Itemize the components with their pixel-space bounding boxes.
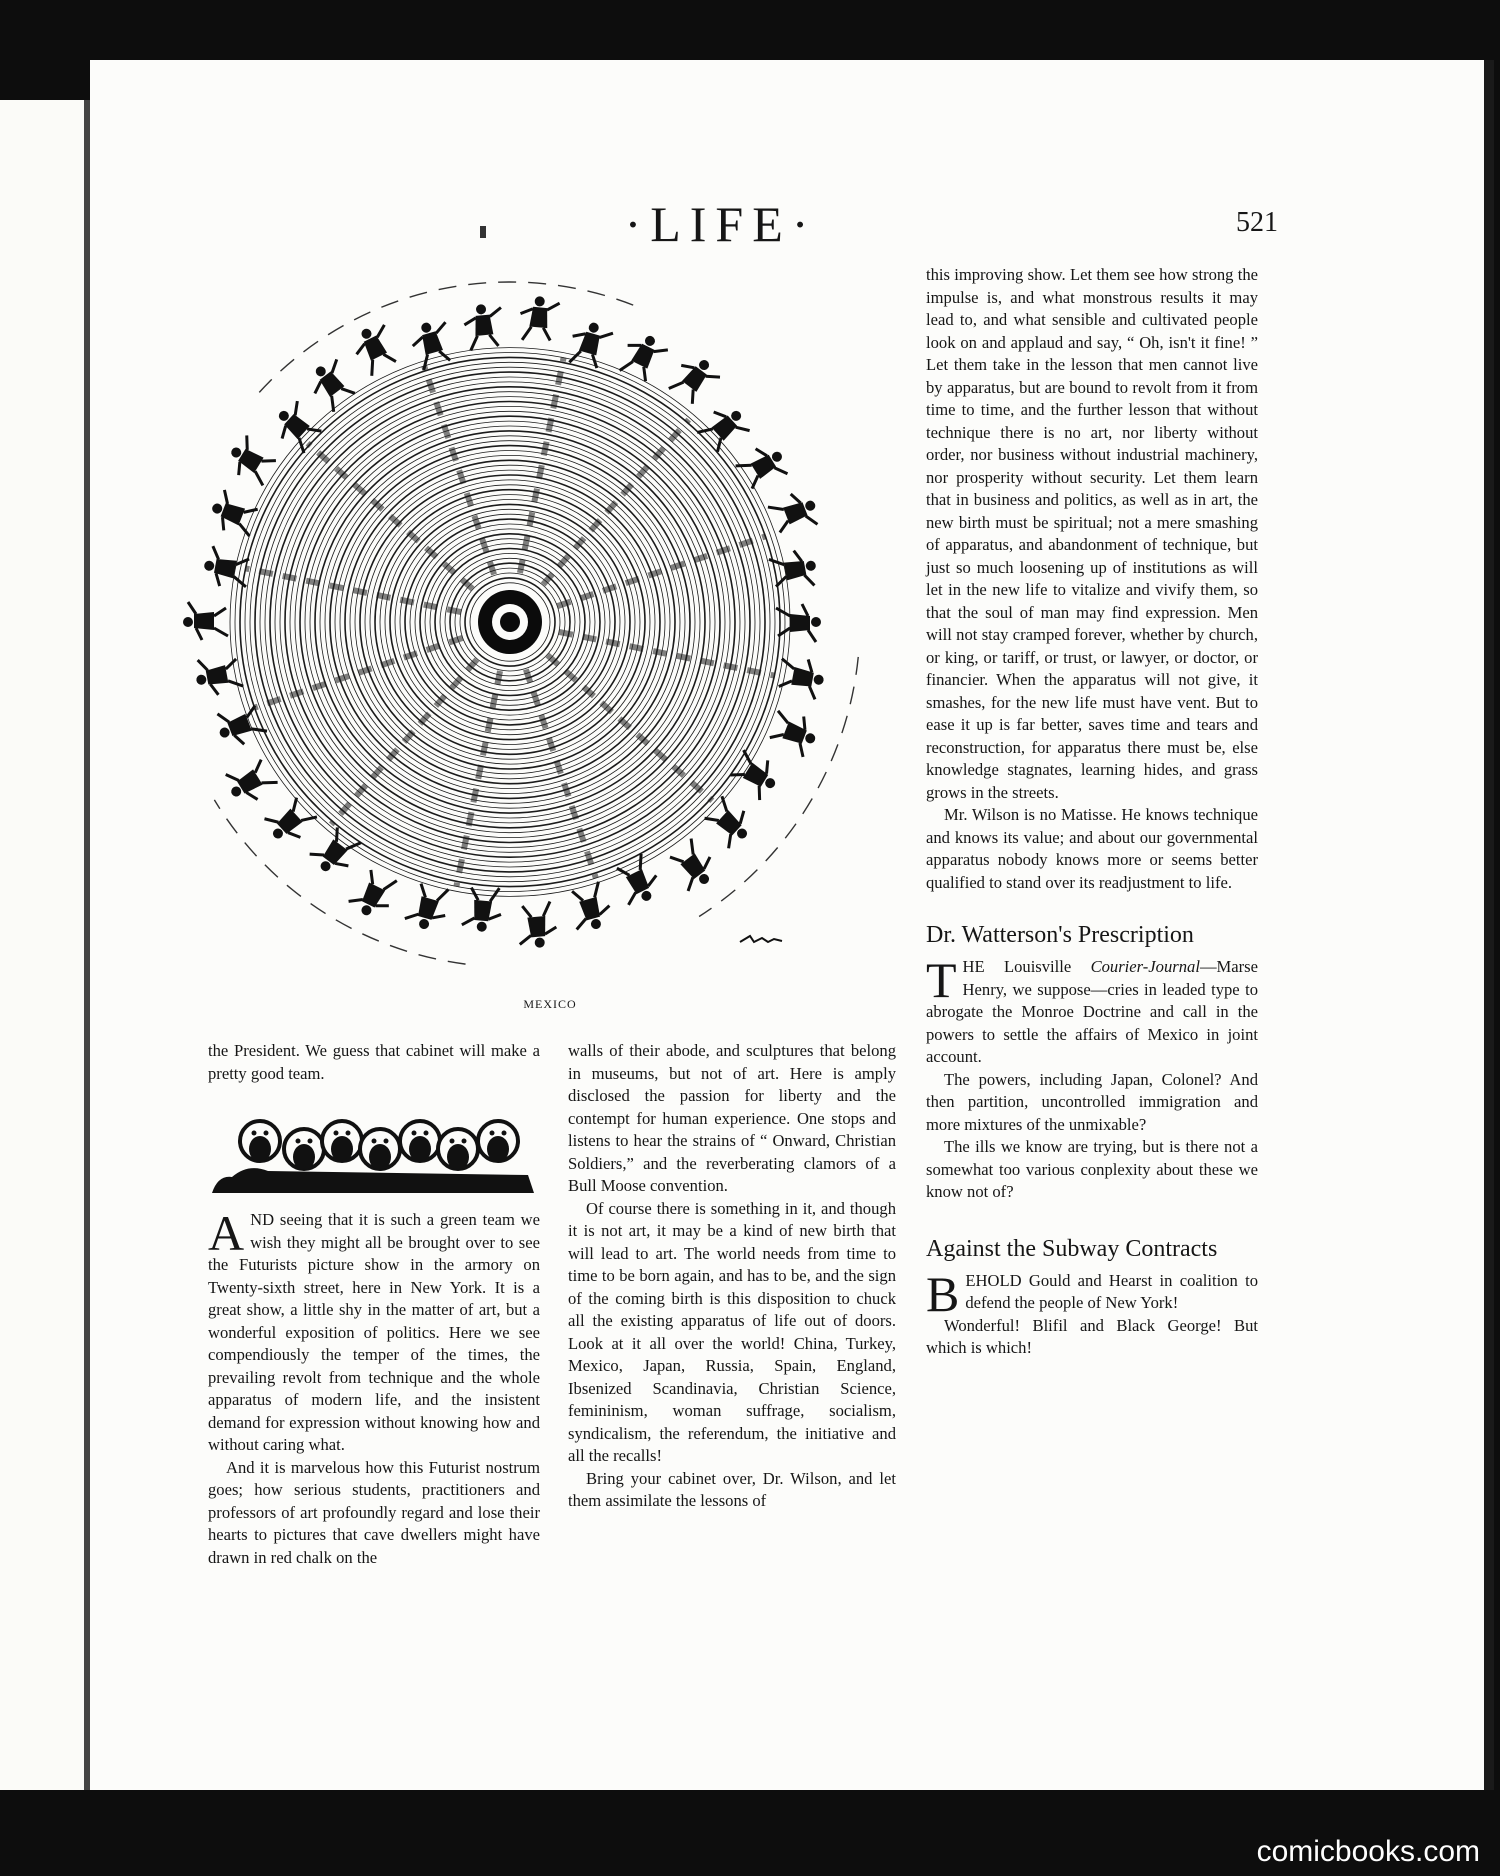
article-2-body: EHOLD Gould and Hearst in coalition to defend the people of New York! — [965, 1270, 1258, 1312]
column-2-paragraph-3: Bring your cabinet over, Dr. Wilson, and let them assimilate the lessons of — [568, 1468, 896, 1510]
article-1-publication: Courier-Journal — [1090, 957, 1200, 976]
column-2-paragraph-1: walls of their abode, and sculptures that belong in museums, but not of art. Here is amply disclosed the passion for liberty and the contempt for human experience. One stops and listens to hear the strains of “ Onward, Christian Soldiers,” and the reverberating clamors of a Bull Moose convention. — [568, 1041, 896, 1195]
column-1-paragraph-1: ND seeing that it is such a green team we wish they might all be brought over to see the Futurists picture show in the armory on Twenty-sixth street, here in New York. It is a great show, a little shy in the matter of art, but a wonderful exposition of politics. Here we see compendiously the temper of the times, the prevailing revolt from technique and the whole apparatus of modern life, and the insistent demand for expression without knowing how and without caring what. — [208, 1210, 540, 1454]
ink-mark — [480, 226, 486, 238]
column-2 — [568, 1040, 896, 1513]
dropcap-t: T — [926, 952, 957, 1008]
article-1-paragraph-2: The powers, including Japan, Colonel? And then partition, uncontrolled immigration and more mixtures of the unmixable? — [926, 1069, 1258, 1134]
dropcap-b: B — [926, 1265, 960, 1322]
left-page-edge — [0, 100, 90, 1790]
article-1-body: —Marse Henry, we suppose—cries in leaded type to abrogate the Monroe Doctrine and call in the powers to settle the affairs of Mexico in joint account. — [926, 957, 1258, 1066]
masthead-title: ·LIFE· — [624, 196, 818, 252]
singing-figures-illustration — [208, 1105, 538, 1201]
page-number: 521 — [1236, 207, 1278, 238]
heading-subway-contracts: Against the Subway Contracts — [926, 1235, 1218, 1262]
illustration-caption: MEXICO — [523, 997, 577, 1011]
column-1-paragraph-2: And it is marvelous how this Futurist nostrum goes; how serious students, practitioners and professors of art profoundly regard and lose their hearts to pictures that cave dwellers might have drawn in red chalk on the — [208, 1457, 540, 1567]
column-2-paragraph-2: Of course there is something in it, and though it is not art, it may be a kind of new birth that will lead to art. The world needs from time to time to be born again, and has to be, and the sign of the coming birth is this disposition to chuck all the existing apparatus of life out of doors. Look at it all over the world! China, Turkey, Mexico, Japan, Russia, Spain, England, Ibsenized Scandinavia, Christian Science, femininism, woman suffrage, socialism, syndicalism, the referendum, the initiative and all the recalls! — [568, 1198, 896, 1465]
column-1-intro: the President. We guess that cabinet will make a pretty good team. — [208, 1041, 540, 1083]
mexico-cartoon-illustration — [180, 270, 900, 970]
article-1-lead: HE Louisville — [962, 957, 1091, 976]
column-3-paragraph-1: this improving show. Let them see how strong the impulse is, and what monstrous results it may lead to, and what sensible and cultivated people look on and applaud and say, “ Oh, isn't it fine! ” Let them take in the lesson that men cannot live by apparatus, but are bound to revolt from it from time to time, and the further lesson that without technique there is no art, nor liberty without order, nor business without industrial machinery, nor prosperity without security. Let them learn that in business and politics, as well as in art, the new birth must be spiritual; not a mere smashing of apparatus, and abandonment of technique, but just so much loosening up of institutions as will let in the new life to vitalize and vivify them, so that the soul of man may find expression. Men will not stay cramped forever, whether by church, or king, or tariff, or trust, or lawyer, or doctor, or financier. When the apparatus will not give, it smashes, for the new life must have vent. But to ease it up is far better, saves time and tears and reconstruction, for apparatus there must be, else knowledge stagnates, learning hides, and grass grows in the streets. — [926, 265, 1258, 802]
site-watermark: comicbooks.com — [1256, 1835, 1480, 1868]
heading-watterson-prescription: Dr. Watterson's Prescription — [926, 922, 1194, 948]
column-1 — [208, 1040, 540, 1569]
column-3-paragraph-2: Mr. Wilson is no Matisse. He knows technique and knows its value; and about our governmental apparatus nobody knows more or seems better qualified to stand over its readjustment to life. — [926, 805, 1258, 892]
article-1-paragraph-3: The ills we know are trying, but is there not a somewhat too various conplexity about these we know not of? — [926, 1137, 1258, 1201]
article-2-paragraph-2: Wonderful! Blifil and Black George! But which is which! — [926, 1315, 1258, 1357]
artist-signature — [740, 936, 782, 942]
column-3 — [926, 264, 1258, 1360]
dropcap-a: A — [208, 1205, 245, 1261]
